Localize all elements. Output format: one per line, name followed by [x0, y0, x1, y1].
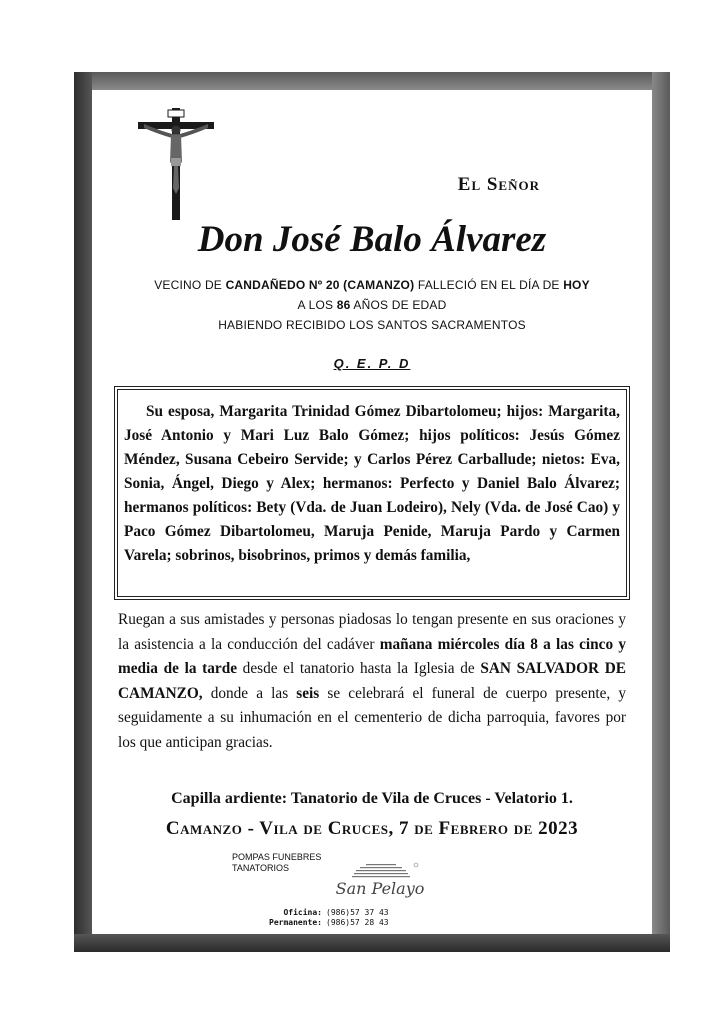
family-text: Su esposa, Margarita Trinidad Gómez Dibartolomeu; hijos: Margarita, José Antonio y Mari Luz Balo Gómez; hijos políticos: Jesús Gómez Méndez, Susana Cebeiro Servide; y Carlos Pérez Carballude; nietos: Eva, Sonia, Ángel, Diego y Alex; hermanos: Perfecto y Daniel Balo Álvarez; hermanos políticos: Bety (Vda. de Juan Lodeiro), Nely (Vda. de José Cao) y Paco Gómez Dibartolomeu, Maruja Penide, Maruja Pardo y Carmen Varela; sobrinos, bisobrinos, primos y demás familia,	[124, 403, 620, 564]
ruegan-date: mañana miércoles día 8 a las cinco y media de la tarde	[118, 635, 626, 677]
contact-row-permanente	[242, 918, 389, 928]
deceased-name: Don José Balo Álvarez	[197, 219, 547, 260]
info-text: A LOS	[297, 298, 334, 312]
funeral-home-label	[232, 852, 321, 874]
info-text: FALLECIÓ EN EL DÍA DE	[417, 278, 560, 292]
contact-info	[242, 908, 389, 927]
oficina-label: Oficina:	[283, 908, 322, 917]
ruegan-text: se celebrará el funeral de cuerpo presente, y seguidamente a su inhumación en el cementerio de dicha parroquia, favores por los que anticipan gracias.	[118, 684, 626, 751]
logo-text: San Pelayo	[335, 879, 425, 898]
ruegan-time: seis	[296, 684, 320, 702]
ruegan-text: desde el tanatorio hasta la Iglesia de	[237, 660, 481, 677]
info-line-1	[92, 278, 652, 292]
ruegan-church: SAN SALVADOR DE CAMANZO,	[118, 660, 627, 702]
info-line-2	[92, 298, 652, 312]
frame-bevel-right	[652, 72, 670, 952]
family-box-inner	[117, 389, 627, 597]
permanente-label: Permanente:	[269, 917, 322, 927]
capilla-ardiente: Capilla ardiente: Tanatorio de Vila de Cruces - Velatorio 1.	[171, 790, 573, 807]
ruegan-text: Ruegan a sus amistades y personas piadosas lo tengan presente en sus oraciones y la asistencia a la conducción del cadáver	[118, 611, 626, 653]
info-age: 86	[336, 298, 351, 312]
permanente-phone: (986)57 28 43	[326, 917, 389, 927]
pompas-line: POMPAS FUNEBRES	[232, 852, 322, 862]
info-text: VECINO DE	[154, 278, 223, 292]
info-line-3: HABIENDO RECIBIDO LOS SANTOS SACRAMENTOS	[218, 318, 526, 332]
tanatorios-line: TANATORIOS	[232, 863, 290, 873]
title-senor: El Señor	[457, 174, 540, 195]
family-box	[114, 386, 630, 600]
ruegan-paragraph	[118, 608, 626, 755]
location-date: Camanzo - Vila de Cruces, 7 de Febrero de 2023	[165, 818, 579, 839]
frame-bevel-bottom	[74, 934, 670, 952]
frame-bevel-top	[74, 72, 670, 90]
ruegan-text: donde a las	[202, 684, 297, 702]
info-text: AÑOS DE EDAD	[353, 298, 447, 312]
obituary-paper	[92, 90, 652, 934]
frame-bevel-left	[74, 72, 92, 952]
info-place: CANDAÑEDO Nº 20 (CAMANZO)	[225, 278, 415, 292]
qepd: Q. E. P. D	[333, 356, 411, 371]
oficina-phone: (986)57 37 43	[326, 908, 389, 917]
contact-row-oficina	[242, 908, 389, 918]
info-day: HOY	[563, 278, 590, 292]
crucifix-icon	[138, 108, 214, 220]
